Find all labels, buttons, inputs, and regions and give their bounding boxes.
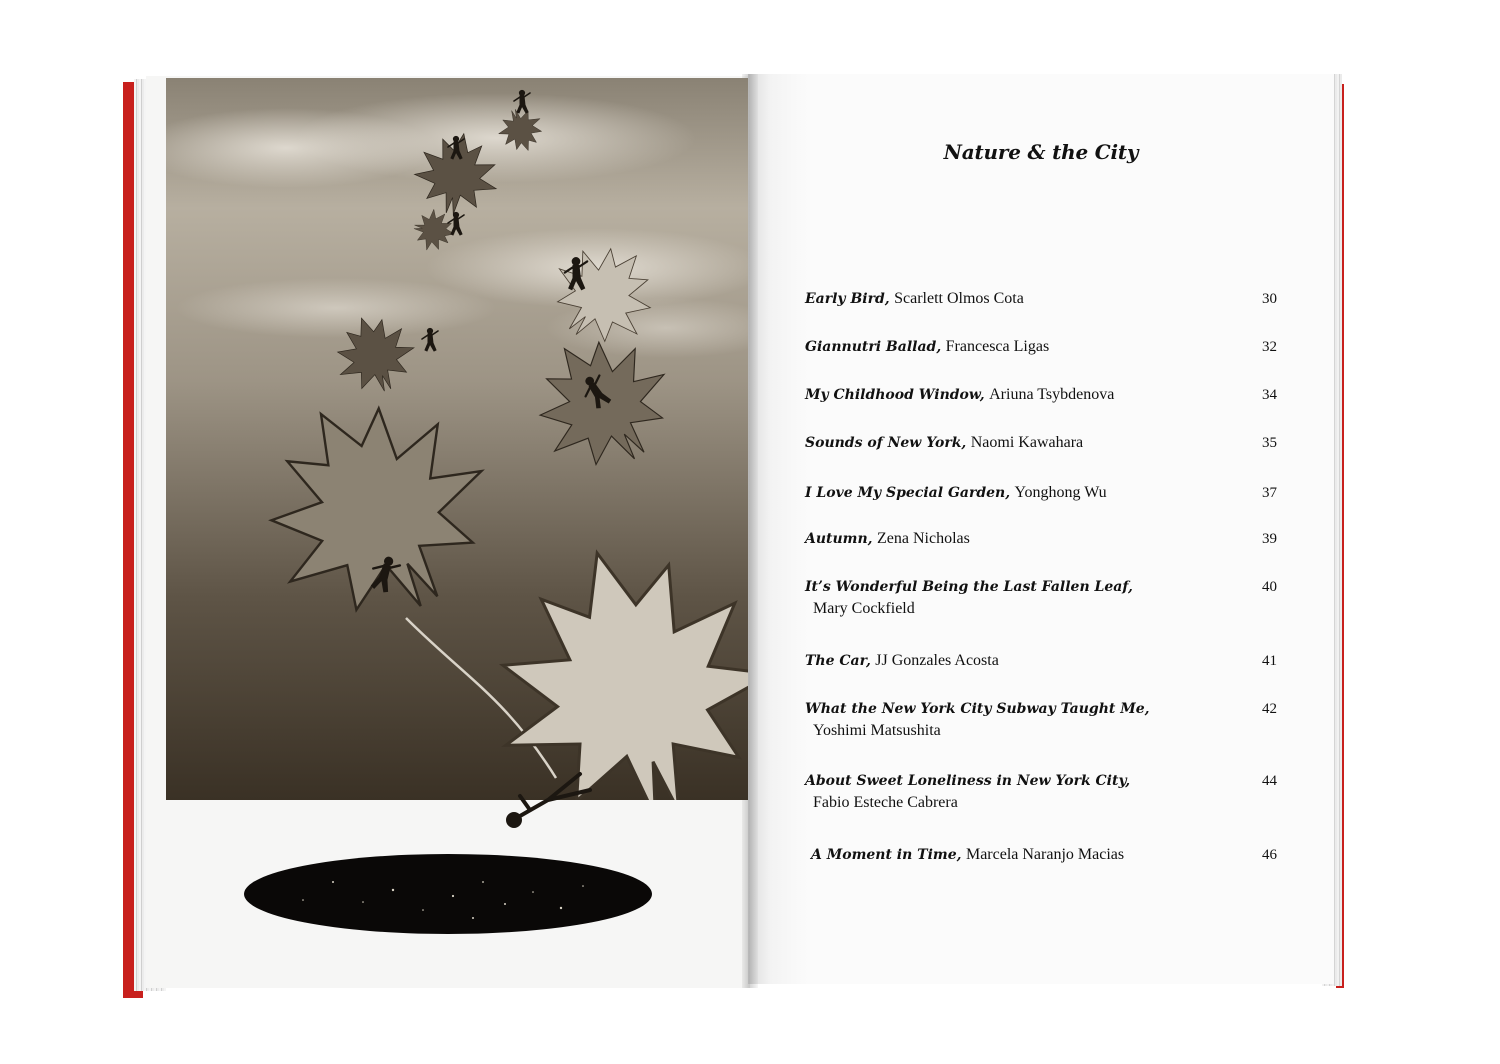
entry-page-number: 42 xyxy=(1262,701,1277,717)
entry-title: The Car, xyxy=(805,653,871,669)
entry-page-number: 41 xyxy=(1262,653,1277,669)
entry-title: I Love My Special Garden, xyxy=(805,485,1011,501)
entry-author: Yonghong Wu xyxy=(1014,484,1107,501)
toc-entry[interactable] xyxy=(805,482,1277,504)
entry-author: JJ Gonzales Acosta xyxy=(875,652,999,669)
toc-entry[interactable] xyxy=(805,698,1277,742)
entry-page-number: 37 xyxy=(1262,485,1277,501)
entry-author: Scarlett Olmos Cota xyxy=(894,290,1024,307)
toc-entry[interactable] xyxy=(805,384,1277,406)
toc-entry[interactable] xyxy=(805,528,1277,550)
falling-person-figure xyxy=(500,760,610,840)
toc-title: Nature & the City xyxy=(943,140,1139,164)
entry-page-number: 39 xyxy=(1262,531,1277,547)
toc-entry[interactable] xyxy=(805,650,1277,672)
entry-title: My Childhood Window, xyxy=(805,387,985,403)
entry-page-number: 40 xyxy=(1262,579,1277,595)
entry-page-number: 44 xyxy=(1262,773,1277,789)
entry-author: Mary Cockfield xyxy=(813,600,915,617)
entry-author: Ariuna Tsybdenova xyxy=(989,386,1115,403)
entry-author: Zena Nicholas xyxy=(877,530,970,547)
toc-entry[interactable] xyxy=(805,288,1277,310)
starry-portal xyxy=(243,852,653,936)
entry-author: Fabio Esteche Cabrera xyxy=(813,794,958,811)
entry-title: About Sweet Loneliness in New York City, xyxy=(805,773,1131,789)
entry-page-number: 32 xyxy=(1262,339,1277,355)
entry-author: Marcela Naranjo Macias xyxy=(965,846,1125,863)
toc-entry[interactable] xyxy=(805,576,1277,620)
entry-title: A Moment in Time, xyxy=(811,847,962,863)
toc-entry[interactable] xyxy=(805,770,1277,814)
falling-leaves-illustration xyxy=(166,78,748,800)
entry-title: Early Bird, xyxy=(805,291,890,307)
toc-entry[interactable] xyxy=(805,432,1277,454)
entry-page-number: 30 xyxy=(1262,291,1277,307)
entry-author: Yoshimi Matsushita xyxy=(813,722,941,739)
entry-title: Sounds of New York, xyxy=(805,435,967,451)
entry-title: Giannutri Ballad, xyxy=(805,339,942,355)
entry-page-number: 35 xyxy=(1262,435,1277,451)
entry-page-number: 46 xyxy=(1262,847,1277,863)
entry-page-number: 34 xyxy=(1262,387,1277,403)
entry-author: Francesca Ligas xyxy=(945,338,1050,355)
toc-entry[interactable] xyxy=(805,336,1277,358)
toc-entry[interactable] xyxy=(811,844,1283,866)
entry-title: It’s Wonderful Being the Last Fallen Leaf, xyxy=(805,579,1133,595)
entry-title: Autumn, xyxy=(805,531,873,547)
entry-author: Naomi Kawahara xyxy=(970,434,1084,451)
entry-title: What the New York City Subway Taught Me, xyxy=(805,701,1150,717)
